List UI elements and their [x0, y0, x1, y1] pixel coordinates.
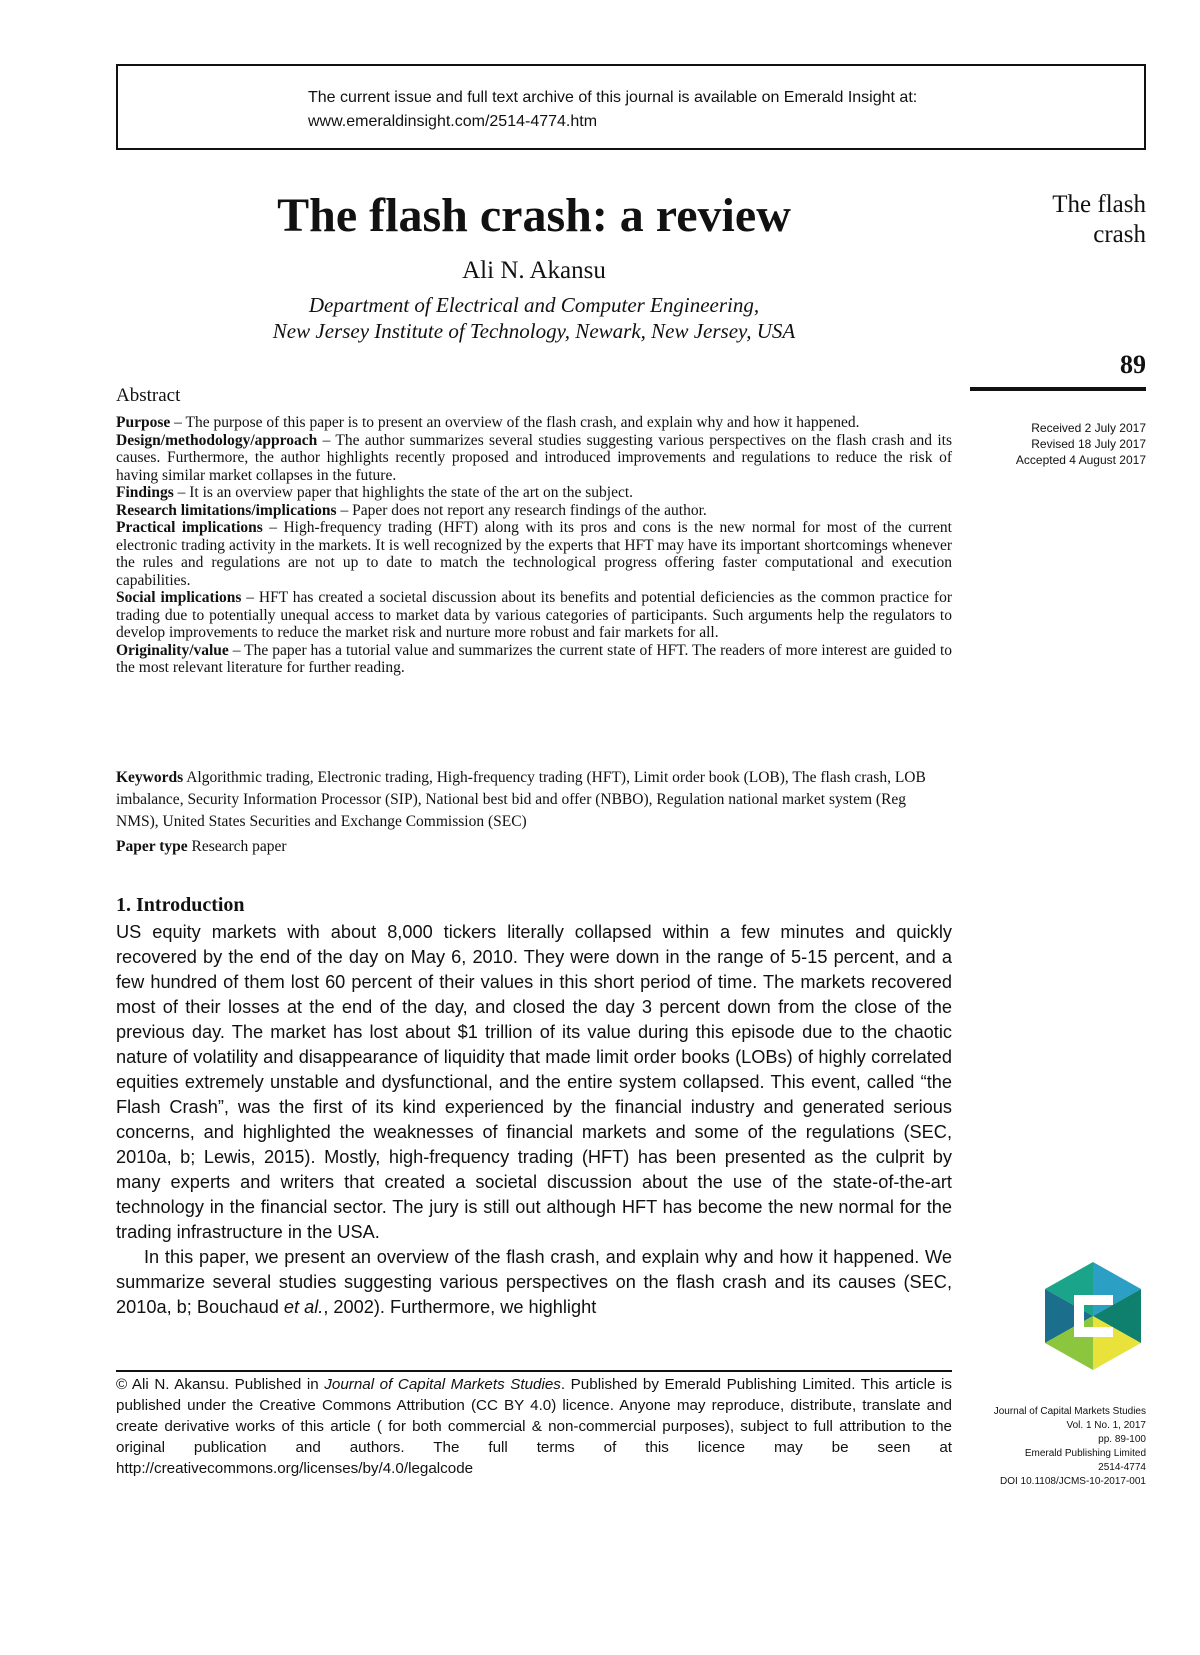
originality-label: Originality/value — [116, 641, 229, 659]
article-history — [1016, 420, 1146, 468]
affiliation-line-1: Department of Electrical and Computer Engineering, — [308, 293, 760, 317]
abstract-practical — [116, 519, 952, 589]
journal-volume: Vol. 1 No. 1, 2017 — [1066, 1420, 1146, 1431]
intro-p2-text-b: , 2002). Furthermore, we highlight — [323, 1297, 597, 1317]
accepted-date: Accepted 4 August 2017 — [1015, 453, 1146, 467]
journal-publisher: Emerald Publishing Limited — [1024, 1448, 1146, 1459]
abstract-purpose — [116, 414, 952, 432]
journal-info — [994, 1405, 1146, 1489]
paper-title: The flash crash: a review — [277, 189, 791, 242]
paper-type-label: Paper type — [116, 838, 188, 855]
findings-text: – It is an overview paper that highlights the state of the art on the subject. — [173, 484, 634, 501]
keywords — [116, 767, 952, 833]
running-title-line-2: crash — [1093, 221, 1146, 248]
journal-pages: pp. 89-100 — [1098, 1434, 1146, 1445]
page-number-rule — [970, 387, 1146, 391]
emerald-publishing-logo — [1045, 1262, 1141, 1370]
paper-type-text: Research paper — [187, 838, 287, 855]
limitations-label: Research limitations/implications — [116, 501, 337, 519]
running-title — [1052, 190, 1146, 250]
archive-notice-text: The current issue and full text archive of this journal is available on Emerald Insight at: — [308, 89, 918, 106]
abstract-originality — [116, 642, 952, 677]
abstract-findings — [116, 484, 952, 502]
archive-url[interactable]: www.emeraldinsight.com/2514-4774.htm — [308, 113, 598, 130]
intro-p2-etal: et al. — [283, 1297, 324, 1317]
intro-paragraph-1: US equity markets with about 8,000 tickers literally collapsed within a few minutes and quickly recovered by the end of the day on May 6, 2010. They were down in the range of 5-15 percent, and a few hundred of them lost 60 percent of their values in this short period of time. The markets recovered most of their losses at the end of the day, and closed the day 3 percent down from the close of the previous day. The market has lost about $1 trillion of its value during this episode due to the chaotic nature of volatility and disappearance of liquidity that made limit order books (LOBs) of highly correlated equities extremely unstable and dysfunctional, and the entire system collapsed. This event, called “the Flash Crash”, was the first of its kind experienced by the financial industry and generated serious concerns, and highlighted the weaknesses of financial markets and some of the regulations (SEC, 2010a, b; Lewis, 2015). Mostly, high-frequency trading (HFT) has been presented as the culprit by many experts and writers that created a societal discussion about the use of the state-of-the-art technology in the financial sector. The jury is still out although HFT has become the new normal for the trading infrastructure in the USA. — [116, 922, 952, 1242]
page-number: 89 — [1120, 350, 1146, 379]
section-heading-introduction: 1. Introduction — [116, 894, 245, 916]
journal-issn: 2514-4774 — [1098, 1462, 1146, 1473]
intro-p2-text-a: In this paper, we present an overview of the flash crash, and explain why and how it happened. We summarize several studies suggesting various perspectives on the flash crash and its causes (SEC, 2010a, b; Bouchaud — [116, 1247, 952, 1317]
introduction-body — [116, 920, 952, 1320]
running-title-line-1: The flash — [1052, 191, 1146, 218]
keywords-label: Keywords — [116, 769, 184, 786]
journal-name: Journal of Capital Markets Studies — [993, 1406, 1146, 1417]
abstract-body — [116, 414, 952, 677]
abstract-limitations — [116, 502, 952, 520]
revised-date: Revised 18 July 2017 — [1031, 437, 1146, 451]
design-label: Design/methodology/approach — [116, 431, 318, 449]
social-text: – HFT has created a societal discussion about its benefits and potential deficiencies as the common practice for trading due to potentially unequal access to market data by various categories of participants. Such arguments help the regulators to develop improvements to reduce the market risk and nurture more robust and fair markets for all. — [116, 589, 952, 641]
abstract-design — [116, 432, 952, 485]
author-name: Ali N. Akansu — [462, 257, 606, 284]
footnote-text-a: © Ali N. Akansu. Published in — [116, 1376, 325, 1393]
practical-text: – High-frequency trading (HFT) along with its pros and cons is the new normal for most of the current electronic trading activity in the markets. It is well recognized by the experts that HFT may have its important shortcomings whenever the rules and regulations are not up to date to match the technological progress offering faster computational and execution capabilities. — [116, 519, 952, 589]
limitations-text: – Paper does not report any research findings of the author. — [336, 501, 707, 519]
purpose-text: – The purpose of this paper is to present an overview of the flash crash, and explain why and how it happened. — [170, 414, 860, 431]
archive-notice-box — [116, 64, 1146, 150]
affiliation-line-2: New Jersey Institute of Technology, Newark, New Jersey, USA — [272, 319, 796, 343]
intro-paragraph-2 — [116, 1245, 952, 1320]
abstract-heading: Abstract — [116, 385, 181, 406]
social-label: Social implications — [116, 589, 242, 606]
copyright-footnote — [116, 1374, 952, 1479]
footnote-rule — [116, 1370, 952, 1372]
received-date: Received 2 July 2017 — [1031, 421, 1146, 435]
keywords-text: Algorithmic trading, Electronic trading, High-frequency trading (HFT), Limit order book (LOB), The flash crash, LOB imbalance, Security Information Processor (SIP), National best bid and offer (NBBO), Regulation national market system (Reg NMS), United States Securities and Exchange Commission (SEC) — [116, 769, 926, 830]
paper-type — [116, 836, 287, 858]
practical-label: Practical implications — [116, 519, 263, 536]
journal-doi[interactable]: DOI 10.1108/JCMS-10-2017-001 — [999, 1476, 1146, 1487]
footnote-journal-name: Journal of Capital Markets Studies — [324, 1376, 561, 1393]
design-text: – The author summarizes several studies suggesting various perspectives on the flash crash and its causes. Furthermore, the author highlights recently proposed and introduced improvements and regulations to reduce the risk of having similar market collapses in the future. — [116, 431, 952, 484]
originality-text: – The paper has a tutorial value and summarizes the current state of HFT. The readers of more interest are guided to the most relevant literature for further reading. — [116, 641, 952, 676]
findings-label: Findings — [116, 484, 174, 501]
footnote-text-b: . Published by Emerald Publishing Limited. This article is published under the Creative Commons Attribution (CC BY 4.0) licence. Anyone may reproduce, distribute, translate and create derivative works of this article ( for both commercial & non-commercial purposes), subject to full attribution to the original publication and authors. The full terms of this licence may be seen at http://creativecommons.org/licenses/by/4.0/legalcode — [116, 1376, 952, 1477]
abstract-social — [116, 589, 952, 642]
purpose-label: Purpose — [116, 414, 171, 431]
